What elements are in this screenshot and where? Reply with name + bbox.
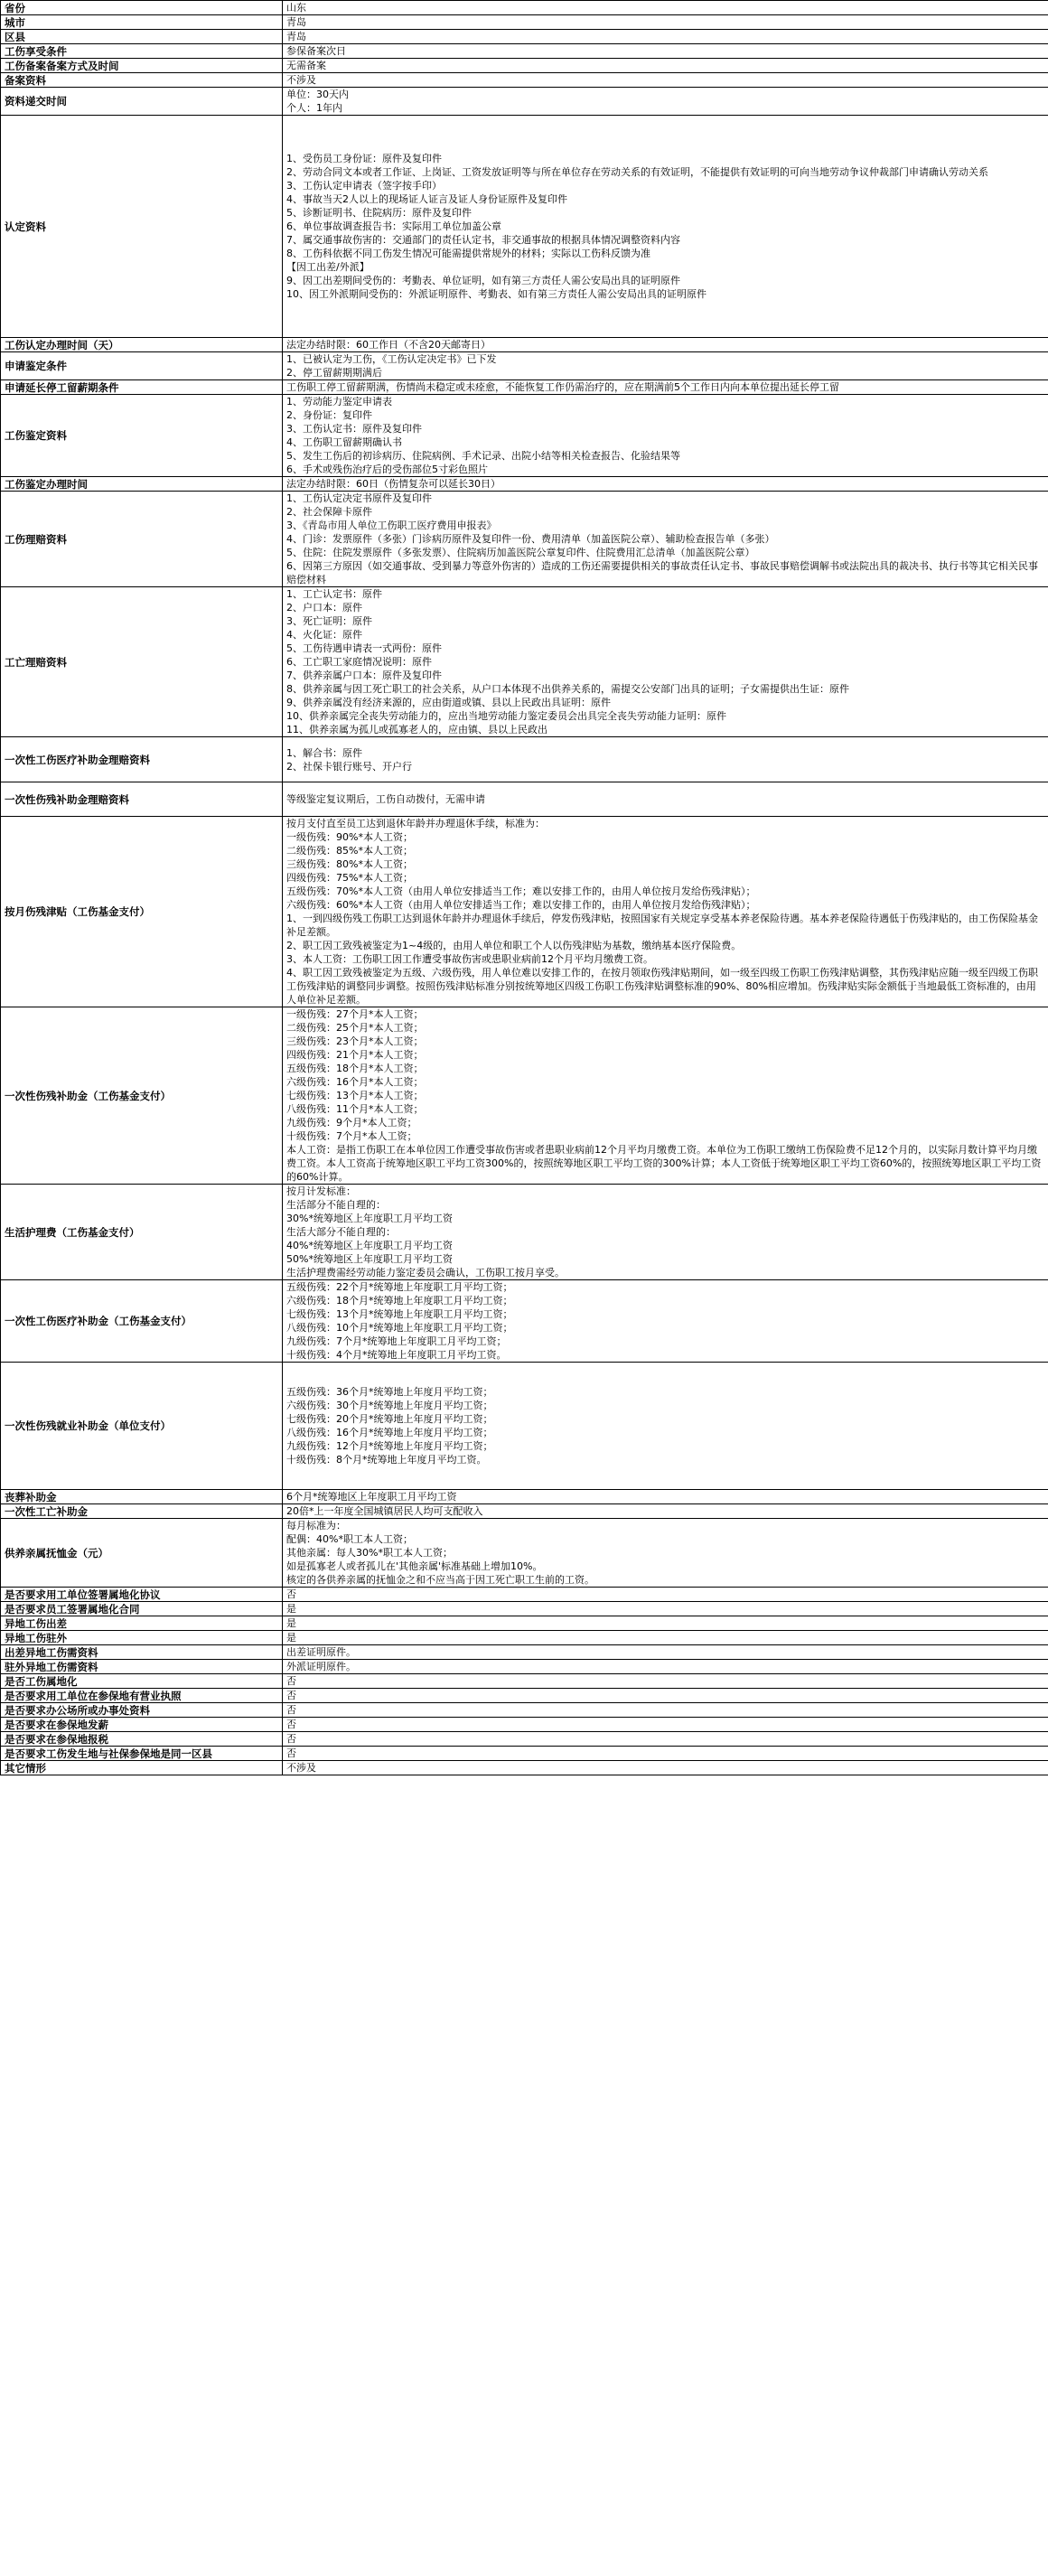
row-label: 工伤认定办理时间（天） bbox=[1, 338, 283, 352]
table-row bbox=[1, 1588, 1048, 1602]
table-body bbox=[1, 1, 1048, 1775]
table-row bbox=[1, 477, 1048, 492]
row-label: 申请鉴定条件 bbox=[1, 352, 283, 380]
table-row bbox=[1, 492, 1048, 587]
row-label: 异地工伤出差 bbox=[1, 1616, 283, 1631]
table-row bbox=[1, 1363, 1048, 1490]
table-row bbox=[1, 782, 1048, 817]
table-row bbox=[1, 352, 1048, 380]
row-label: 一次性伤残补助金理赔资料 bbox=[1, 782, 283, 817]
row-value: 法定办结时限：60日（伤情复杂可以延长30日） bbox=[283, 477, 1048, 492]
row-value: 否 bbox=[283, 1674, 1048, 1689]
table-row bbox=[1, 1674, 1048, 1689]
table-row bbox=[1, 587, 1048, 737]
table-row bbox=[1, 88, 1048, 116]
row-value: 20倍*上一年度全国城镇居民人均可支配收入 bbox=[283, 1504, 1048, 1519]
table-row bbox=[1, 30, 1048, 44]
row-value: 出差证明原件。 bbox=[283, 1645, 1048, 1660]
row-value: 青岛 bbox=[283, 15, 1048, 30]
row-label: 城市 bbox=[1, 15, 283, 30]
row-value: 青岛 bbox=[283, 30, 1048, 44]
row-value: 按月计发标准： 生活部分不能自理的： 30%*统筹地区上年度职工月平均工资 生活大部分不能自理的： 40%*统筹地区上年度职工月平均工资 50%*统筹地区上年度职工月平均工资 生活护理费需经劳动能力鉴定委员会确认，工伤职工按月享受。 bbox=[283, 1185, 1048, 1280]
table-row bbox=[1, 737, 1048, 782]
row-label: 是否要求用工单位签署属地化协议 bbox=[1, 1588, 283, 1602]
row-label: 备案资料 bbox=[1, 73, 283, 88]
row-value: 否 bbox=[283, 1689, 1048, 1703]
table-row bbox=[1, 44, 1048, 59]
row-value: 1、工亡认定书：原件 2、户口本：原件 3、死亡证明：原件 4、火化证：原件 5、工伤待遇申请表一式两份：原件 6、工亡职工家庭情况说明：原件 7、供养亲属户口本：原件及复印件 8、供养亲属与因工死亡职工的社会关系，从户口本体现不出供养关系的，需提交公安部门出具的证明；子女需提供出生证：原件 9、供养亲属没有经济来源的，应由街道或镇、县以上民政出具证明：原件 10、供养亲属完全丧失劳动能力的，应出当地劳动能力鉴定委员会出具完全丧失劳动能力证明：原件 11、供养亲属为孤儿或孤寡老人的，应由镇、县以上民政出 bbox=[283, 587, 1048, 737]
row-value: 否 bbox=[283, 1703, 1048, 1718]
row-label: 是否要求在参保地发薪 bbox=[1, 1718, 283, 1732]
row-label: 异地工伤驻外 bbox=[1, 1631, 283, 1645]
row-label: 资料递交时间 bbox=[1, 88, 283, 116]
row-label: 申请延长停工留薪期条件 bbox=[1, 380, 283, 395]
row-label: 是否要求办公场所或办事处资料 bbox=[1, 1703, 283, 1718]
row-value: 参保备案次日 bbox=[283, 44, 1048, 59]
row-label: 生活护理费（工伤基金支付） bbox=[1, 1185, 283, 1280]
row-label: 丧葬补助金 bbox=[1, 1490, 283, 1504]
row-label: 按月伤残津贴（工伤基金支付） bbox=[1, 817, 283, 1007]
row-value: 每月标准为： 配偶：40%*职工本人工资； 其他亲属：每人30%*职工本人工资； 如是孤寡老人或者孤儿在'其他亲属'标准基础上增加10%。 核定的各供养亲属的抚恤金之和不应当高于因工死亡职工生前的工资。 bbox=[283, 1519, 1048, 1588]
row-value: 五级伤残：22个月*统筹地上年度职工月平均工资； 六级伤残：18个月*统筹地上年度职工月平均工资； 七级伤残：13个月*统筹地上年度职工月平均工资； 八级伤残：10个月*统筹地上年度职工月平均工资； 九级伤残：7个月*统筹地上年度职工月平均工资； 十级伤残：4个月*统筹地上年度职工月平均工资。 bbox=[283, 1280, 1048, 1363]
row-label: 一次性工亡补助金 bbox=[1, 1504, 283, 1519]
table-row bbox=[1, 1732, 1048, 1747]
table-row bbox=[1, 1490, 1048, 1504]
table-row bbox=[1, 338, 1048, 352]
table-row bbox=[1, 1280, 1048, 1363]
row-value: 6个月*统筹地区上年度职工月平均工资 bbox=[283, 1490, 1048, 1504]
row-value: 单位：30天内 个人：1年内 bbox=[283, 88, 1048, 116]
row-value: 等级鉴定复议期后，工伤自动拨付，无需申请 bbox=[283, 782, 1048, 817]
row-value: 否 bbox=[283, 1732, 1048, 1747]
table-row bbox=[1, 380, 1048, 395]
row-value: 无需备案 bbox=[283, 59, 1048, 73]
table-row bbox=[1, 1689, 1048, 1703]
row-label: 工伤备案备案方式及时间 bbox=[1, 59, 283, 73]
row-value: 不涉及 bbox=[283, 1761, 1048, 1775]
row-label: 其它情形 bbox=[1, 1761, 283, 1775]
row-value: 不涉及 bbox=[283, 73, 1048, 88]
row-label: 工伤鉴定资料 bbox=[1, 395, 283, 477]
row-label: 是否工伤属地化 bbox=[1, 1674, 283, 1689]
table-row bbox=[1, 1185, 1048, 1280]
row-value: 1、解合书：原件 2、社保卡银行账号、开户行 bbox=[283, 737, 1048, 782]
row-value: 1、已被认定为工伤，《工伤认定决定书》已下发 2、停工留薪期期满后 bbox=[283, 352, 1048, 380]
table-row bbox=[1, 1616, 1048, 1631]
row-value: 是 bbox=[283, 1616, 1048, 1631]
row-value: 是 bbox=[283, 1602, 1048, 1616]
table-row bbox=[1, 73, 1048, 88]
row-label: 一次性工伤医疗补助金理赔资料 bbox=[1, 737, 283, 782]
row-value: 按月支付直至员工达到退休年龄并办理退休手续，标准为： 一级伤残：90%*本人工资； 二级伤残：85%*本人工资； 三级伤残：80%*本人工资； 四级伤残：75%*本人工资； 五级伤残：70%*本人工资（由用人单位安排适当工作；难以安排工作的，由用人单位按月发给伤残津贴）； 六级伤残：60%*本人工资（由用人单位安排适当工作；难以安排工作的，由用人单位按月发给伤残津贴）； 1、一到四级伤残工伤职工达到退休年龄并办理退休手续后，停发伤残津贴，按照国家有关规定享受基本养老保险待遇。基本养老保险待遇低于伤残津贴的，由工伤保险基金补足差额。 2、职工因工致残被鉴定为1~4级的，由用人单位和职工个人以伤残津贴为基数，缴纳基本医疗保险费。 3、本人工资：工伤职工因工作遭受事故伤害或患职业病前12个月平均月缴费工资。 4、职工因工致残被鉴定为五级、六级伤残，用人单位难以安排工作的，在按月领取伤残津贴期间，如一级至四级工伤职工伤残津贴调整，其伤残津贴应随一级至四级工伤职工伤残津贴的调整同步调整。按照伤残津贴标准分别按统筹地区四级工伤职工伤残津贴调整标准的90%、80%相应增加。伤残津贴实际金额低于当地最低工资标准的，由用人单位补足差额。 bbox=[283, 817, 1048, 1007]
row-label: 一次性伤残补助金（工伤基金支付） bbox=[1, 1007, 283, 1185]
row-value: 否 bbox=[283, 1718, 1048, 1732]
table-row bbox=[1, 817, 1048, 1007]
row-label: 工伤享受条件 bbox=[1, 44, 283, 59]
row-label: 省份 bbox=[1, 1, 283, 15]
table-row bbox=[1, 59, 1048, 73]
row-label: 供养亲属抚恤金（元） bbox=[1, 1519, 283, 1588]
row-label: 是否要求工伤发生地与社保参保地是同一区县 bbox=[1, 1747, 283, 1761]
row-value: 否 bbox=[283, 1747, 1048, 1761]
row-value: 五级伤残：36个月*统筹地上年度月平均工资； 六级伤残：30个月*统筹地上年度月平均工资； 七级伤残：20个月*统筹地上年度月平均工资； 八级伤残：16个月*统筹地上年度月平均工资； 九级伤残：12个月*统筹地上年度月平均工资； 十级伤残：8个月*统筹地上年度月平均工资。 bbox=[283, 1363, 1048, 1490]
row-label: 工伤理赔资料 bbox=[1, 492, 283, 587]
row-label: 工伤鉴定办理时间 bbox=[1, 477, 283, 492]
table-row bbox=[1, 1718, 1048, 1732]
row-value: 否 bbox=[283, 1588, 1048, 1602]
table-row bbox=[1, 395, 1048, 477]
row-label: 出差异地工伤需资料 bbox=[1, 1645, 283, 1660]
row-value: 1、工伤认定决定书原件及复印件 2、社会保障卡原件 3、《青岛市用人单位工伤职工医疗费用申报表》 4、门诊：发票原件（多张）门诊病历原件及复印件一份、费用清单（加盖医院公章）、辅助检查报告单（多张） 5、住院：住院发票原件（多张发票）、住院病历加盖医院公章复印件、住院费用汇总清单（加盖医院公章） 6、因第三方原因（如交通事故、受到暴力等意外伤害的）造成的工伤还需要提供相关的事故责任认定书、事故民事赔偿调解书或法院出具的裁决书、执行书等其它相关民事赔偿材料 bbox=[283, 492, 1048, 587]
row-label: 是否要求在参保地报税 bbox=[1, 1732, 283, 1747]
row-label: 工亡理赔资料 bbox=[1, 587, 283, 737]
row-label: 一次性伤残就业补助金（单位支付） bbox=[1, 1363, 283, 1490]
row-value: 外派证明原件。 bbox=[283, 1660, 1048, 1674]
row-value: 是 bbox=[283, 1631, 1048, 1645]
row-label: 驻外异地工伤需资料 bbox=[1, 1660, 283, 1674]
table-row bbox=[1, 1, 1048, 15]
row-label: 认定资料 bbox=[1, 116, 283, 338]
table-row bbox=[1, 1007, 1048, 1185]
row-value: 法定办结时限：60工作日（不含20天邮寄日） bbox=[283, 338, 1048, 352]
row-value: 1、劳动能力鉴定申请表 2、身份证：复印件 3、工伤认定书：原件及复印件 4、工伤职工留薪期确认书 5、发生工伤后的初诊病历、住院病例、手术记录、出院小结等相关检查报告、化验结果等 6、手术或残伤治疗后的受伤部位5寸彩色照片 bbox=[283, 395, 1048, 477]
row-value: 工伤职工停工留薪期满，伤情尚未稳定或未痊愈，不能恢复工作仍需治疗的，应在期满前5个工作日内向本单位提出延长停工留 bbox=[283, 380, 1048, 395]
table-row bbox=[1, 1660, 1048, 1674]
row-label: 是否要求用工单位在参保地有营业执照 bbox=[1, 1689, 283, 1703]
row-label: 一次性工伤医疗补助金（工伤基金支付） bbox=[1, 1280, 283, 1363]
table-row bbox=[1, 1504, 1048, 1519]
row-label: 区县 bbox=[1, 30, 283, 44]
table-row bbox=[1, 1519, 1048, 1588]
table-row bbox=[1, 1703, 1048, 1718]
table-row bbox=[1, 1602, 1048, 1616]
table-row bbox=[1, 15, 1048, 30]
row-label: 是否要求员工签署属地化合同 bbox=[1, 1602, 283, 1616]
table-row bbox=[1, 1761, 1048, 1775]
row-value: 1、受伤员工身份证：原件及复印件 2、劳动合同文本或者工作证、上岗证、工资发放证明等与所在单位存在劳动关系的有效证明，不能提供有效证明的可向当地劳动争议仲裁部门申请确认劳动关系 3、工伤认定申请表（签字按手印） 4、事故当天2人以上的现场证人证言及证人身份证原件及复印件 5、诊断证明书、住院病历：原件及复印件 6、单位事故调查报告书：实际用工单位加盖公章 7、属交通事故伤害的：交通部门的责任认定书，非交通事故的根据具体情况调整资料内容 8、工伤科依据不同工伤发生情况可能需提供常规外的材料；实际以工伤科反馈为准 【因工出差/外派】 9、因工出差期间受伤的：考勤表、单位证明，如有第三方责任人需公安局出具的证明原件 10、因工外派期间受伤的：外派证明原件、考勤表、如有第三方责任人需公安局出具的证明原件 bbox=[283, 116, 1048, 338]
table-row bbox=[1, 1747, 1048, 1761]
table-row bbox=[1, 116, 1048, 338]
row-value: 山东 bbox=[283, 1, 1048, 15]
table-row bbox=[1, 1631, 1048, 1645]
table-row bbox=[1, 1645, 1048, 1660]
row-value: 一级伤残：27个月*本人工资； 二级伤残：25个月*本人工资； 三级伤残：23个月*本人工资； 四级伤残：21个月*本人工资； 五级伤残：18个月*本人工资； 六级伤残：16个月*本人工资； 七级伤残：13个月*本人工资； 八级伤残：11个月*本人工资； 九级伤残：9个月*本人工资； 十级伤残：7个月*本人工资； 本人工资：是指工伤职工在本单位因工作遭受事故伤害或者患职业病前12个月平均月缴费工资。本单位为工伤职工缴纳工伤保险费不足12个月的，以实际月数计算平均月缴费工资。本人工资高于统筹地区职工平均工资300%的，按照统筹地区职工平均工资的300%计算；本人工资低于统筹地区职工平均工资60%的，按照统筹地区职工平均工资的60%计算。 bbox=[283, 1007, 1048, 1185]
